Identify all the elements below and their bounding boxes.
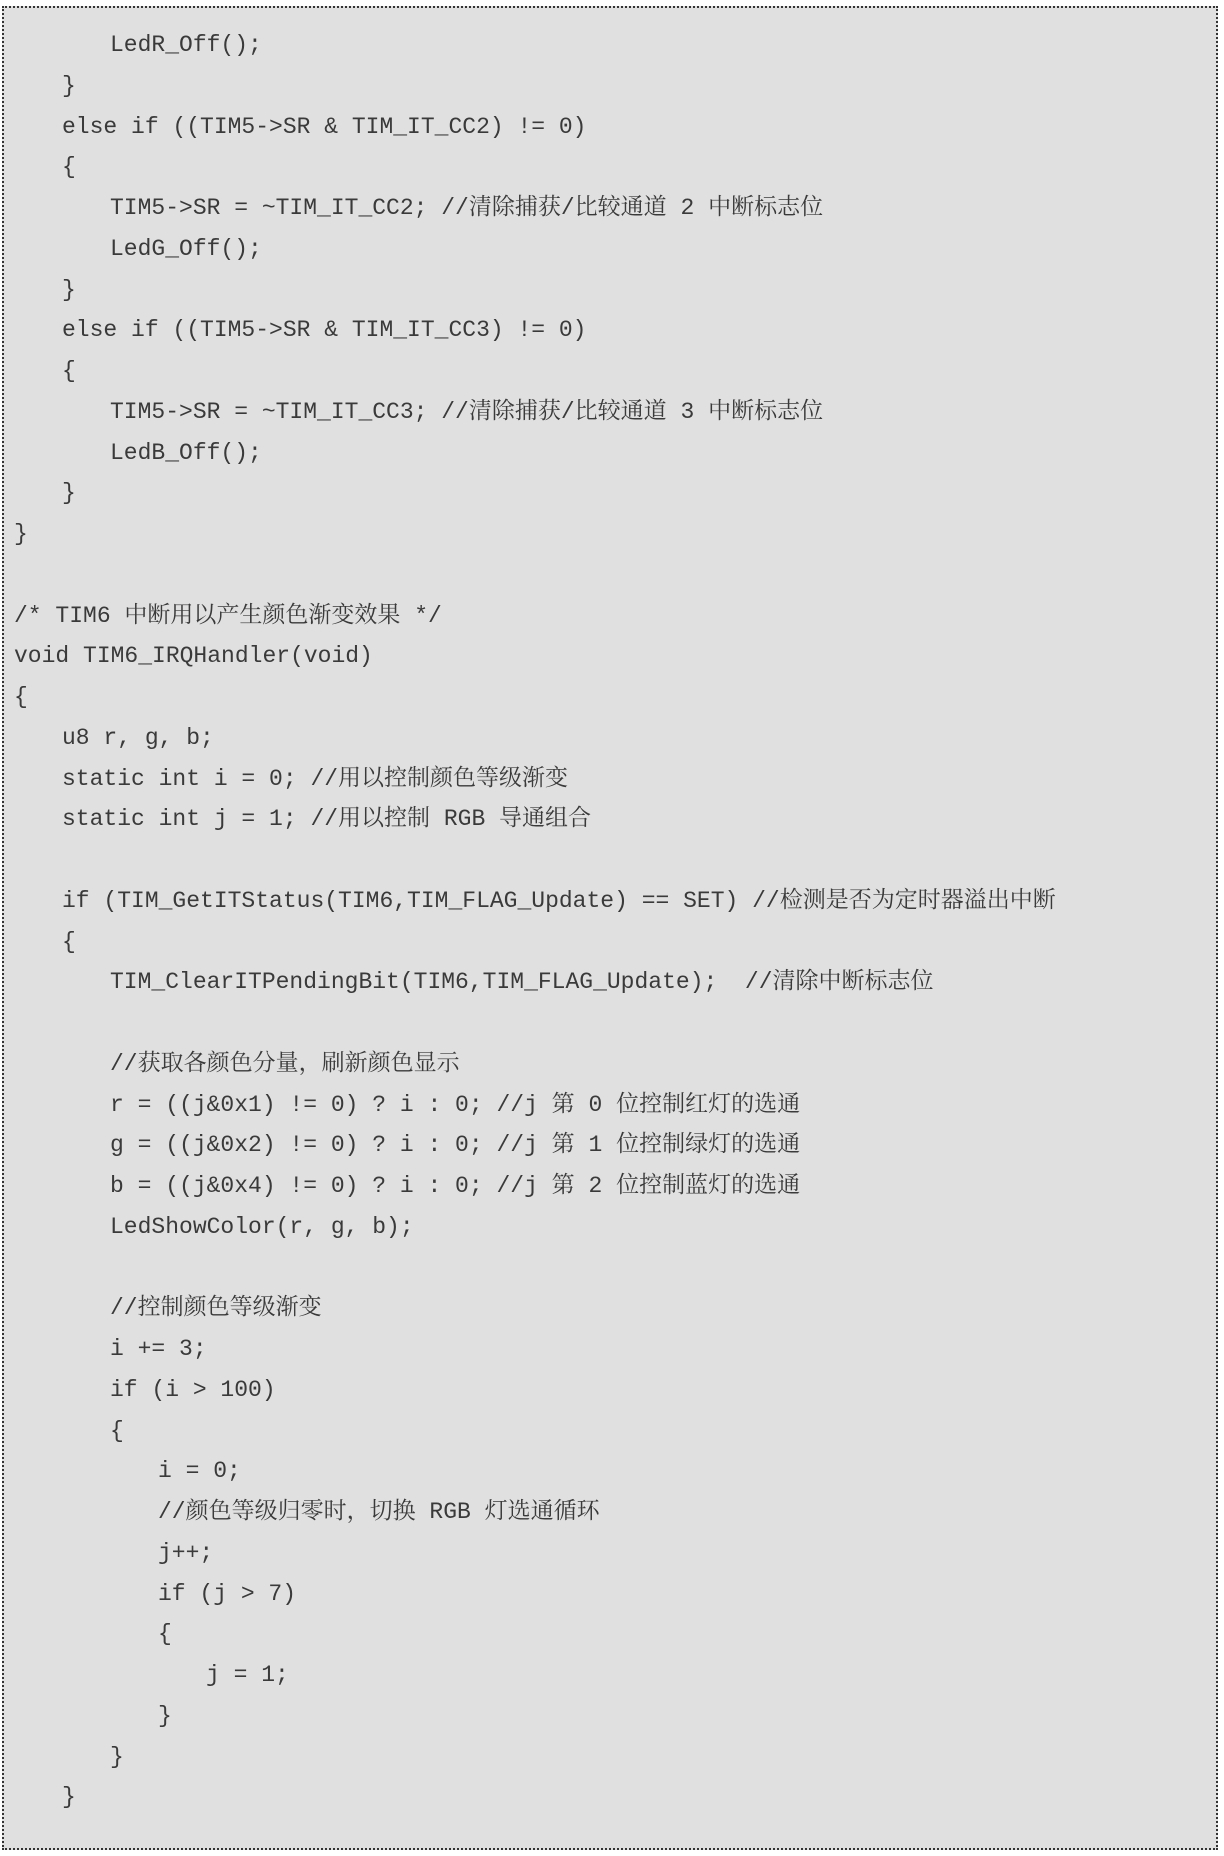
code-line: g = ((j&0x2) != 0) ? i : 0; //j 第 1 位控制绿灯的选通 [110,1132,801,1159]
code-line: } [62,480,76,507]
code-line [14,1248,1056,1289]
code-line: } [110,1743,124,1770]
code-line: else if ((TIM5->SR & TIM_IT_CC2) != 0) [62,113,587,140]
code-line: if (TIM_GetITStatus(TIM6,TIM_FLAG_Update) == SET) //检测是否为定时器溢出中断 [62,887,1056,914]
code-line: } [14,521,28,547]
code-line: if (j > 7) [158,1580,297,1607]
code-line: { [62,928,76,955]
code-listing-box [2,6,1218,1850]
code-line [14,1003,1056,1044]
code-line: void TIM6_IRQHandler(void) [14,643,373,670]
code-line: TIM5->SR = ~TIM_IT_CC3; //清除捕获/比较通道 3 中断标志位 [110,398,824,425]
code-line: { [62,154,76,181]
code-line: u8 r, g, b; [62,724,214,751]
code-line: r = ((j&0x1) != 0) ? i : 0; //j 第 0 位控制红灯的选通 [110,1091,801,1118]
code-line: i = 0; [158,1458,241,1485]
code-line: LedG_Off(); [110,235,262,262]
code-line: LedB_Off(); [110,439,262,466]
code-line: } [62,1784,76,1811]
code-line: //控制颜色等级渐变 [110,1295,322,1322]
code-line: { [158,1621,172,1648]
code-line: static int j = 1; //用以控制 RGB 导通组合 [62,806,592,833]
code-block [14,25,1056,1818]
code-line: b = ((j&0x4) != 0) ? i : 0; //j 第 2 位控制蓝灯的选通 [110,1173,801,1199]
code-line: { [110,1417,124,1444]
code-line: static int i = 0; //用以控制颜色等级渐变 [62,765,569,792]
code-line: TIM5->SR = ~TIM_IT_CC2; //清除捕获/比较通道 2 中断标志位 [110,195,824,221]
code-line: LedR_Off(); [110,32,262,58]
code-line: /* TIM6 中断用以产生颜色渐变效果 */ [14,602,442,629]
code-line: { [62,358,76,384]
code-line: LedShowColor(r, g, b); [110,1213,414,1240]
code-line: else if ((TIM5->SR & TIM_IT_CC3) != 0) [62,317,587,344]
code-line [14,555,1056,596]
code-line: TIM_ClearITPendingBit(TIM6,TIM_FLAG_Update); //清除中断标志位 [110,969,934,996]
code-line: if (i > 100) [110,1376,276,1403]
code-line: j++; [158,1539,214,1566]
code-line: } [62,72,76,99]
code-line: i += 3; [110,1336,207,1362]
code-line: } [62,276,76,303]
code-line: //颜色等级归零时，切换 RGB 灯选通循环 [158,1499,600,1525]
code-line [14,840,1056,881]
code-line: j = 1; [206,1662,289,1688]
code-line: //获取各颜色分量，刷新颜色显示 [110,1050,460,1077]
code-line: { [14,684,28,710]
code-line: } [158,1702,172,1729]
